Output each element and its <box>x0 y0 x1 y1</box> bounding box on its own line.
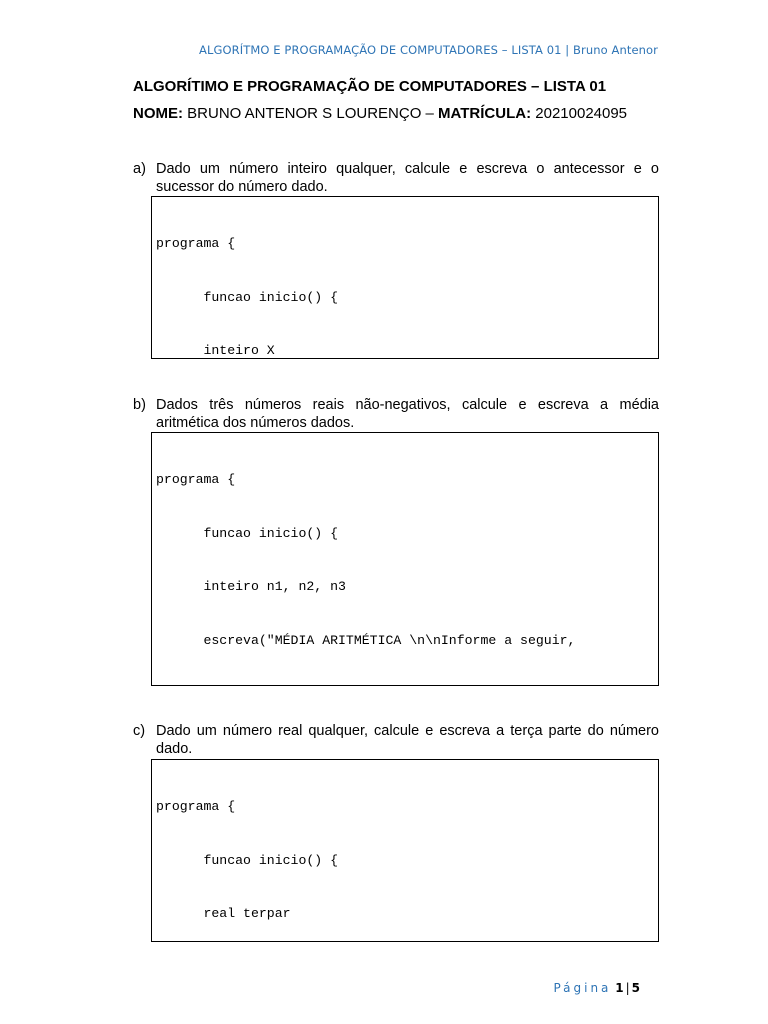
question-text: Dados três números reais não-negativos, calcule e escreva a média aritmética dos números dados. <box>156 397 659 431</box>
question-c <box>133 722 659 758</box>
student-name: BRUNO ANTENOR S LOURENÇO – <box>183 105 439 122</box>
code-line: programa { <box>156 235 236 251</box>
name-label: NOME: <box>133 105 183 122</box>
student-info <box>133 105 627 122</box>
page-footer <box>0 981 640 995</box>
code-line: funcao inicio() { <box>156 525 339 541</box>
code-block-b <box>151 432 659 686</box>
page-total: 5 <box>631 981 640 995</box>
question-b <box>133 396 659 432</box>
document-title: ALGORÍTIMO E PROGRAMAÇÃO DE COMPUTADORES – LISTA 01 <box>133 78 607 95</box>
code-line: funcao inicio() { <box>156 852 339 868</box>
code-line: funcao inicio() { <box>156 289 339 305</box>
question-letter: b) <box>133 397 146 413</box>
page-number: 1 <box>615 981 624 995</box>
page-header: ALGORÍTMO E PROGRAMAÇÃO DE COMPUTADORES – LISTA 01 | Bruno Antenor <box>199 43 658 57</box>
code-line: inteiro X <box>156 343 275 359</box>
code-line: programa { <box>156 471 236 487</box>
page-word: Página <box>553 981 612 995</box>
question-a <box>133 160 659 196</box>
matricula-value: 20210024095 <box>531 105 628 122</box>
code-block-a <box>151 196 659 359</box>
code-line: inteiro n1, n2, n3 <box>156 579 346 595</box>
code-block-c <box>151 759 659 942</box>
code-line: real terpar <box>156 906 291 922</box>
question-text: Dado um número real qualquer, calcule e escreva a terça parte do número dado. <box>156 723 659 757</box>
question-letter: a) <box>133 161 146 177</box>
question-letter: c) <box>133 723 146 739</box>
page-separator: | <box>625 981 630 995</box>
matricula-label: MATRÍCULA: <box>438 105 532 122</box>
code-line: programa { <box>156 798 236 814</box>
code-line: escreva("MÉDIA ARITMÉTICA \n\nInforme a seguir, <box>156 632 576 648</box>
question-text: Dado um número inteiro qualquer, calcule e escreva o antecessor e o sucessor do número dado. <box>156 161 659 195</box>
